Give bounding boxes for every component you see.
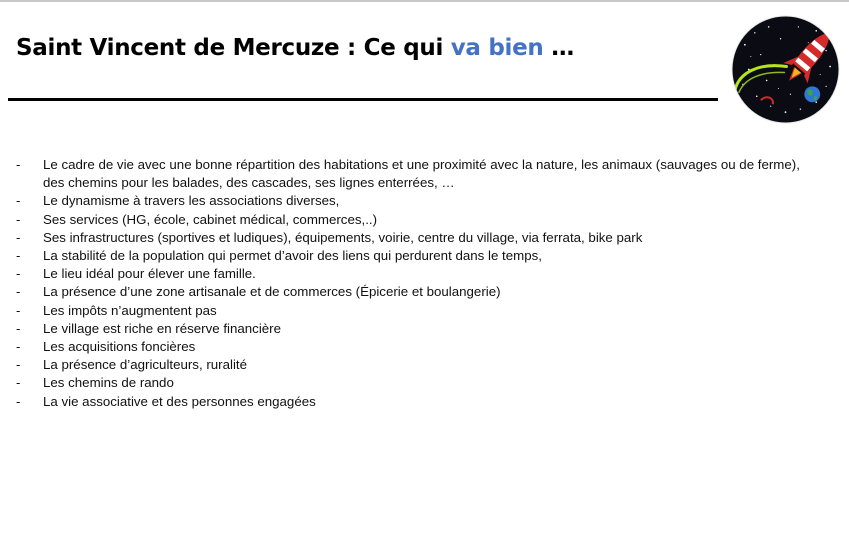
list-item-text: Le lieu idéal pour élever une famille. [43, 266, 256, 282]
list-item [16, 393, 816, 411]
bullet-marker: - [16, 375, 21, 391]
list-item [16, 229, 816, 247]
list-item-text: La stabilité de la population qui permet d’avoir des liens qui perdurent dans le temps, [43, 248, 542, 264]
list-item [16, 247, 816, 265]
list-item-text: Le cadre de vie avec une bonne répartition des habitations et une proximité avec la nature, les animaux (sauvages ou de ferme), des chemins pour les balades, des cascades, ses lignes enterrées, … [43, 157, 800, 191]
list-item-text: Ses infrastructures (sportives et ludiques), équipements, voirie, centre du village, via ferrata, bike park [43, 229, 643, 245]
list-item [16, 283, 816, 301]
list-item [16, 302, 816, 320]
bullet-marker: - [16, 229, 21, 245]
list-item-text: La présence d’agriculteurs, ruralité [43, 357, 247, 373]
list-item [16, 338, 816, 356]
list-item-text: La vie associative et des personnes engagées [43, 393, 316, 409]
bullet-marker: - [16, 248, 21, 264]
list-item-text: La présence d’une zone artisanale et de commerces (Épicerie et boulangerie) [43, 284, 501, 300]
bullet-marker: - [16, 339, 21, 355]
list-item [16, 374, 816, 392]
slide-title [16, 35, 574, 61]
list-item-text: Le village est riche en réserve financière [43, 320, 281, 336]
bullet-marker: - [16, 320, 21, 336]
bullet-marker: - [16, 393, 21, 409]
list-item [16, 265, 816, 283]
bullet-marker: - [16, 193, 21, 209]
list-item [16, 211, 816, 229]
list-item-text: Les impôts n’augmentent pas [43, 302, 217, 318]
title-main: Saint Vincent de Mercuze : Ce qui [16, 35, 451, 61]
bullet-marker: - [16, 302, 21, 318]
list-item [16, 356, 816, 374]
bullet-list [16, 156, 816, 411]
bullet-marker: - [16, 357, 21, 373]
list-item-text: Les chemins de rando [43, 375, 174, 391]
list-item [16, 156, 816, 192]
bullet-marker: - [16, 211, 21, 227]
title-accent: va bien [450, 35, 544, 61]
bullet-marker: - [16, 284, 21, 300]
list-item-text: Ses services (HG, école, cabinet médical, commerces,..) [43, 211, 378, 227]
bullet-marker: - [16, 266, 21, 282]
list-item [16, 320, 816, 338]
list-item [16, 192, 816, 210]
rocket-logo-icon [731, 15, 840, 124]
slide-top-border [0, 0, 849, 2]
list-item-text: Les acquisitions foncières [43, 339, 196, 355]
list-item-text: Le dynamisme à travers les associations diverses, [43, 193, 340, 209]
bullet-marker: - [16, 157, 21, 172]
title-underline [8, 98, 718, 101]
title-suffix: … [543, 35, 574, 61]
